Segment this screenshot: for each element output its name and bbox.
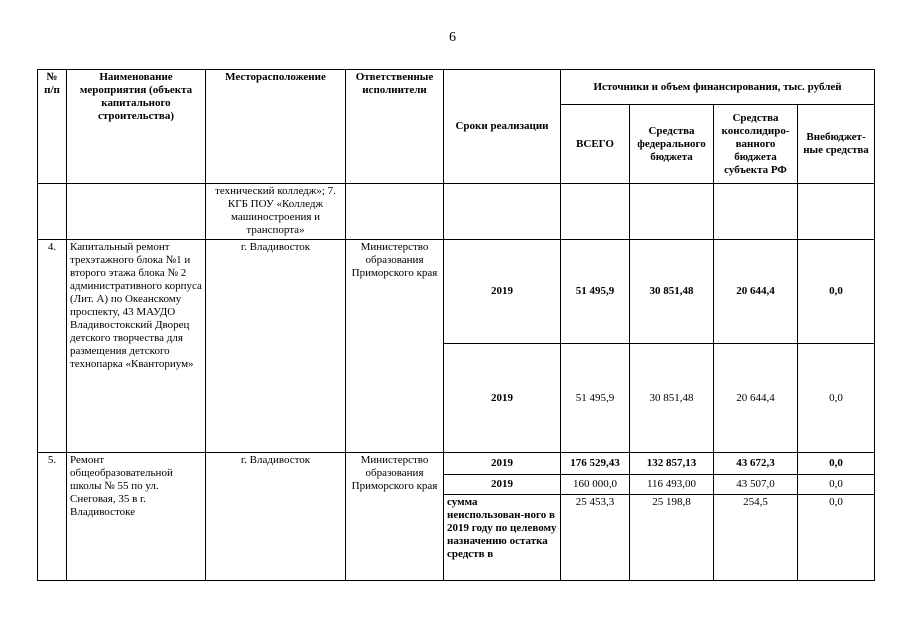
cell-regional <box>714 184 798 240</box>
page-number: 6 <box>449 30 456 45</box>
header-sources: Источники и объем финансирования, тыс. рублей <box>561 70 875 105</box>
row-4-federal-1: 30 851,48 <box>630 240 714 344</box>
cell-total <box>561 184 630 240</box>
header-period: Сроки реализации <box>444 70 561 184</box>
row-5-location: г. Владивосток <box>206 453 346 581</box>
header-extra: Внебюджет-ные средства <box>798 105 875 184</box>
row-5-regional-2: 43 507,0 <box>714 475 798 495</box>
header-responsible: Ответственные исполнители <box>346 70 444 184</box>
header-location: Месторасположение <box>206 70 346 184</box>
header-name: Наименование мероприятия (объекта капитального строительства) <box>67 70 206 184</box>
header-federal: Средства федерального бюджета <box>630 105 714 184</box>
row-5-total-1: 176 529,43 <box>561 453 630 475</box>
header-regional: Средства консолидиро-ванного бюджета субъекта РФ <box>714 105 798 184</box>
row-5-regional-3: 254,5 <box>714 495 798 581</box>
row-4-extra-1: 0,0 <box>798 240 875 344</box>
row-5-federal-2: 116 493,00 <box>630 475 714 495</box>
cell-num <box>38 184 67 240</box>
table-row-5-a <box>38 453 875 475</box>
row-4-total-1: 51 495,9 <box>561 240 630 344</box>
cell-extra <box>798 184 875 240</box>
row-4-location: г. Владивосток <box>206 240 346 453</box>
financing-table <box>37 69 875 581</box>
row-5-responsible: Министерство образования Приморского края <box>346 453 444 581</box>
table-header-row-1 <box>38 70 875 105</box>
row-4-regional-2: 20 644,4 <box>714 344 798 453</box>
row-5-name: Ремонт общеобразовательной школы № 55 по ул. Снеговая, 35 в г. Владивостоке <box>67 453 206 581</box>
row-4-responsible: Министерство образования Приморского края <box>346 240 444 453</box>
row-5-total-3: 25 453,3 <box>561 495 630 581</box>
cell-name <box>67 184 206 240</box>
table-row-4-a <box>38 240 875 344</box>
row-5-extra-2: 0,0 <box>798 475 875 495</box>
row-4-extra-2: 0,0 <box>798 344 875 453</box>
cell-period <box>444 184 561 240</box>
row-5-federal-1: 132 857,13 <box>630 453 714 475</box>
row-4-num: 4. <box>38 240 67 453</box>
row-5-total-2: 160 000,0 <box>561 475 630 495</box>
header-num: № п/п <box>38 70 67 184</box>
cell-responsible <box>346 184 444 240</box>
row-5-year-3: сумма неиспользован-ного в 2019 году по целевому назначению остатка средств в <box>444 495 561 581</box>
row-4-year-1: 2019 <box>444 240 561 344</box>
row-4-name: Капитальный ремонт трехэтажного блока №1 и второго этажа блока № 2 административного корпуса (Лит. А) по Океанскому проспекту, 43 МАУДО Владивостокский Дворец детского творчества для размещения детского технопарка «Кванториум» <box>67 240 206 453</box>
row-5-federal-3: 25 198,8 <box>630 495 714 581</box>
row-4-total-2: 51 495,9 <box>561 344 630 453</box>
row-4-federal-2: 30 851,48 <box>630 344 714 453</box>
row-5-extra-1: 0,0 <box>798 453 875 475</box>
row-4-regional-1: 20 644,4 <box>714 240 798 344</box>
row-5-year-2: 2019 <box>444 475 561 495</box>
row-5-extra-3: 0,0 <box>798 495 875 581</box>
cell-location: технический колледж»; 7. КГБ ПОУ «Колледж машиностроения и транспорта» <box>206 184 346 240</box>
cell-federal <box>630 184 714 240</box>
row-5-num: 5. <box>38 453 67 581</box>
table-row-continued <box>38 184 875 240</box>
row-4-year-2: 2019 <box>444 344 561 453</box>
row-5-regional-1: 43 672,3 <box>714 453 798 475</box>
row-5-year-1: 2019 <box>444 453 561 475</box>
header-total: ВСЕГО <box>561 105 630 184</box>
